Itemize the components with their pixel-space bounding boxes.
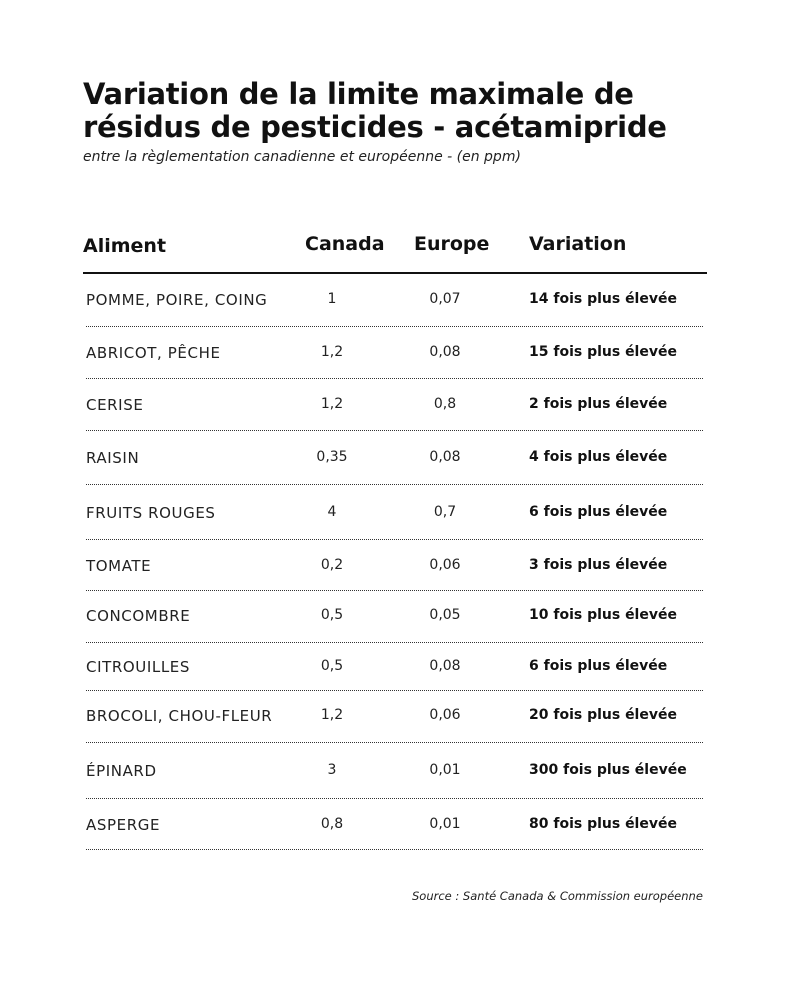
- cell-europe: 0,08: [429, 658, 461, 674]
- page-title: Variation de la limite maximale de résidus de pesticides - acétamipride: [83, 77, 667, 144]
- cell-europe: 0,8: [433, 396, 457, 412]
- cell-canada: 0,5: [320, 607, 344, 623]
- cell-europe: 0,7: [433, 504, 457, 520]
- page-subtitle: entre la règlementation canadienne et européenne - (en ppm): [83, 149, 521, 165]
- cell-europe: 0,01: [429, 816, 461, 832]
- cell-aliment: ÉPINARD: [86, 762, 157, 780]
- cell-variation: 300 fois plus élevée: [529, 762, 687, 778]
- column-header-variation: Variation: [529, 233, 627, 255]
- row-divider: [86, 378, 703, 379]
- cell-variation: 10 fois plus élevée: [529, 607, 677, 623]
- cell-variation: 6 fois plus élevée: [529, 658, 668, 674]
- cell-variation: 80 fois plus élevée: [529, 816, 677, 832]
- cell-aliment: CERISE: [86, 396, 144, 414]
- row-divider: [86, 326, 703, 327]
- cell-europe: 0,07: [429, 291, 461, 307]
- table-row: [0, 557, 786, 597]
- cell-canada: 3: [327, 762, 337, 778]
- cell-aliment: FRUITS ROUGES: [86, 504, 216, 522]
- table-row: [0, 607, 786, 647]
- cell-aliment: RAISIN: [86, 449, 140, 467]
- row-divider: [86, 484, 703, 485]
- cell-europe: 0,06: [429, 557, 461, 573]
- row-divider: [86, 590, 703, 591]
- table-row: [0, 816, 786, 856]
- cell-canada: 0,5: [320, 658, 344, 674]
- cell-canada: 1,2: [320, 707, 344, 723]
- row-divider: [86, 798, 703, 799]
- column-header-europe: Europe: [414, 233, 490, 255]
- source-note: Source : Santé Canada & Commission européenne: [412, 889, 703, 903]
- cell-canada: 0,8: [320, 816, 344, 832]
- cell-variation: 6 fois plus élevée: [529, 504, 668, 520]
- table-row: [0, 707, 786, 747]
- cell-variation: 2 fois plus élevée: [529, 396, 668, 412]
- cell-canada: 0,35: [316, 449, 348, 465]
- cell-canada: 4: [327, 504, 337, 520]
- row-divider: [86, 642, 703, 643]
- cell-aliment: ASPERGE: [86, 816, 161, 834]
- cell-canada: 1: [327, 291, 337, 307]
- cell-europe: 0,06: [429, 707, 461, 723]
- row-divider: [86, 849, 703, 850]
- cell-canada: 1,2: [320, 396, 344, 412]
- cell-canada: 0,2: [320, 557, 344, 573]
- cell-aliment: CITROUILLES: [86, 658, 191, 676]
- cell-variation: 4 fois plus élevée: [529, 449, 668, 465]
- cell-variation: 3 fois plus élevée: [529, 557, 668, 573]
- cell-variation: 20 fois plus élevée: [529, 707, 677, 723]
- cell-europe: 0,08: [429, 344, 461, 360]
- cell-europe: 0,01: [429, 762, 461, 778]
- cell-aliment: ABRICOT, PÊCHE: [86, 344, 221, 362]
- column-header-aliment: Aliment: [83, 235, 167, 257]
- table-row: [0, 291, 786, 331]
- row-divider: [86, 742, 703, 743]
- row-divider: [86, 539, 703, 540]
- cell-variation: 14 fois plus élevée: [529, 291, 677, 307]
- row-divider: [86, 690, 703, 691]
- cell-variation: 15 fois plus élevée: [529, 344, 677, 360]
- table-row: [0, 762, 786, 802]
- table-row: [0, 449, 786, 489]
- table-row: [0, 658, 786, 698]
- cell-aliment: TOMATE: [86, 557, 152, 575]
- cell-europe: 0,05: [429, 607, 461, 623]
- cell-canada: 1,2: [320, 344, 344, 360]
- column-header-canada: Canada: [305, 233, 385, 255]
- table-row: [0, 504, 786, 544]
- cell-aliment: BROCOLI, CHOU-FLEUR: [86, 707, 273, 725]
- cell-aliment: POMME, POIRE, COING: [86, 291, 268, 309]
- cell-europe: 0,08: [429, 449, 461, 465]
- cell-aliment: CONCOMBRE: [86, 607, 191, 625]
- row-divider: [86, 430, 703, 431]
- header-rule: [83, 272, 707, 274]
